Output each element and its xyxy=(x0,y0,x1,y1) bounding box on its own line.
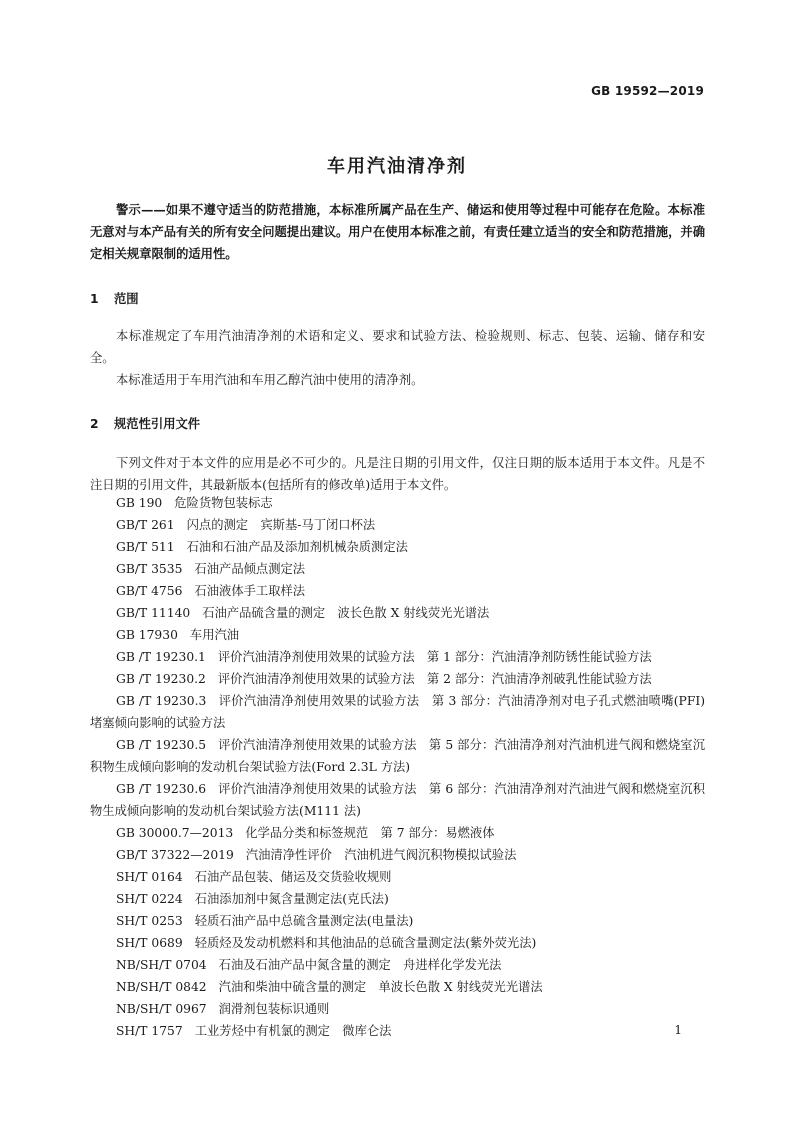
reference-item xyxy=(90,514,705,536)
warning-paragraph: 警示——如果不遵守适当的防范措施，本标准所属产品在生产、储运和使用等过程中可能存在危险。本标准无意对与本产品有关的所有安全问题提出建议。用户在使用本标准之前，有责任建立适当的安全和防范措施，并确定相关规章限制的适用性。 xyxy=(90,203,705,261)
reference-item xyxy=(90,492,705,514)
reference-list xyxy=(90,492,705,1042)
section-2-title: 规范性引用文件 xyxy=(114,417,201,431)
reference-code: SH/T 1757 xyxy=(116,1024,183,1038)
reference-title: 评价汽油清净剂使用效果的试验方法 第 3 部分：汽油清净剂对电子孔式燃油喷嘴(PFI)堵塞倾向影响的试验方法 xyxy=(90,694,705,730)
reference-item xyxy=(90,844,705,866)
section-1-title: 范围 xyxy=(114,292,139,306)
reference-title: 汽油清净性评价 汽油机进气阀沉积物模拟试验法 xyxy=(245,848,517,862)
reference-title: 轻质烃及发动机燃料和其他油品的总硫含量测定法(紫外荧光法) xyxy=(194,936,537,950)
reference-title: 石油和石油产品及添加剂机械杂质测定法 xyxy=(186,540,408,554)
reference-code: GB /T 19230.5 xyxy=(116,738,207,752)
standard-number: GB 19592—2019 xyxy=(591,84,704,98)
reference-code: GB /T 19230.6 xyxy=(116,782,207,796)
reference-title: 评价汽油清净剂使用效果的试验方法 第 2 部分：汽油清净剂破乳性能试验方法 xyxy=(217,672,652,686)
reference-code: GB 17930 xyxy=(116,628,178,642)
reference-code: SH/T 0253 xyxy=(116,914,183,928)
reference-code: GB 30000.7—2013 xyxy=(116,826,234,840)
reference-code: NB/SH/T 0967 xyxy=(116,1002,207,1016)
reference-code: GB/T 4756 xyxy=(116,584,183,598)
reference-title: 石油添加剂中氮含量测定法(克氏法) xyxy=(194,892,389,906)
reference-item xyxy=(90,690,705,734)
reference-item xyxy=(90,866,705,888)
document-title: 车用汽油清净剂 xyxy=(327,156,467,177)
reference-item xyxy=(90,932,705,954)
reference-item xyxy=(90,558,705,580)
reference-item xyxy=(90,778,705,822)
section-1-number: 1 xyxy=(90,292,99,306)
reference-code: GB /T 19230.3 xyxy=(116,694,207,708)
reference-code: GB/T 511 xyxy=(116,540,175,554)
reference-code: GB/T 11140 xyxy=(116,606,191,620)
reference-code: SH/T 0689 xyxy=(116,936,183,950)
reference-code: SH/T 0224 xyxy=(116,892,183,906)
section-1-heading xyxy=(90,289,139,307)
reference-item xyxy=(90,976,705,998)
reference-title: 汽油和柴油中硫含量的测定 单波长色散 X 射线荧光光谱法 xyxy=(218,980,543,994)
reference-item xyxy=(90,910,705,932)
reference-title: 车用汽油 xyxy=(189,628,240,642)
reference-item xyxy=(90,734,705,778)
reference-code: NB/SH/T 0842 xyxy=(116,980,207,994)
reference-code: GB 190 xyxy=(116,496,163,510)
reference-title: 评价汽油清净剂使用效果的试验方法 第 1 部分：汽油清净剂防锈性能试验方法 xyxy=(217,650,652,664)
reference-title: 危险货物包装标志 xyxy=(174,496,273,510)
reference-item xyxy=(90,646,705,668)
reference-title: 石油产品包装、储运及交货验收规则 xyxy=(194,870,392,884)
reference-title: 石油产品倾点测定法 xyxy=(194,562,306,576)
section-2-intro: 下列文件对于本文件的应用是必不可少的。凡是注日期的引用文件，仅注日期的版本适用于本文件。凡是不注日期的引用文件，其最新版本(包括所有的修改单)适用于本文件。 xyxy=(90,456,705,492)
reference-title: 石油及石油产品中氮含量的测定 舟进样化学发光法 xyxy=(218,958,502,972)
reference-code: GB/T 261 xyxy=(116,518,175,532)
reference-item xyxy=(90,822,705,844)
reference-title: 工业芳烃中有机氯的测定 微库仑法 xyxy=(194,1024,392,1038)
reference-item xyxy=(90,954,705,976)
reference-code: GB/T 37322—2019 xyxy=(116,848,234,862)
reference-code: GB /T 19230.1 xyxy=(116,650,206,664)
reference-title: 闪点的测定 宾斯基-马丁闭口杯法 xyxy=(186,518,376,532)
section-2-number: 2 xyxy=(90,417,99,431)
reference-title: 化学品分类和标签规范 第 7 部分：易燃液体 xyxy=(245,826,495,840)
reference-title: 轻质石油产品中总硫含量测定法(电量法) xyxy=(194,914,414,928)
reference-item xyxy=(90,536,705,558)
section-1-paragraph-1: 本标准规定了车用汽油清净剂的术语和定义、要求和试验方法、检验规则、标志、包装、运输、储存和安全。 xyxy=(90,329,705,365)
reference-code: NB/SH/T 0704 xyxy=(116,958,207,972)
reference-title: 石油产品硫含量的测定 波长色散 X 射线荧光光谱法 xyxy=(202,606,490,620)
reference-item xyxy=(90,888,705,910)
section-2-heading xyxy=(90,414,200,432)
reference-title: 评价汽油清净剂使用效果的试验方法 第 6 部分：汽油清净剂对汽油进气阀和燃烧室沉积物生成倾向影响的发动机台架试验方法(M111 法) xyxy=(90,782,705,818)
reference-title: 评价汽油清净剂使用效果的试验方法 第 5 部分：汽油清净剂对汽油机进气阀和燃烧室沉积物生成倾向影响的发动机台架试验方法(Ford 2.3L 方法) xyxy=(90,738,705,774)
reference-item xyxy=(90,668,705,690)
reference-title: 石油液体手工取样法 xyxy=(194,584,306,598)
reference-code: GB /T 19230.2 xyxy=(116,672,206,686)
reference-item xyxy=(90,602,705,624)
reference-code: GB/T 3535 xyxy=(116,562,183,576)
reference-item xyxy=(90,998,705,1020)
reference-item xyxy=(90,580,705,602)
reference-item xyxy=(90,624,705,646)
page-number: 1 xyxy=(674,1023,682,1037)
reference-title: 润滑剂包装标识通则 xyxy=(218,1002,330,1016)
section-1-paragraph-2: 本标准适用于车用汽油和车用乙醇汽油中使用的清净剂。 xyxy=(116,373,424,387)
reference-item xyxy=(90,1020,705,1042)
reference-code: SH/T 0164 xyxy=(116,870,183,884)
